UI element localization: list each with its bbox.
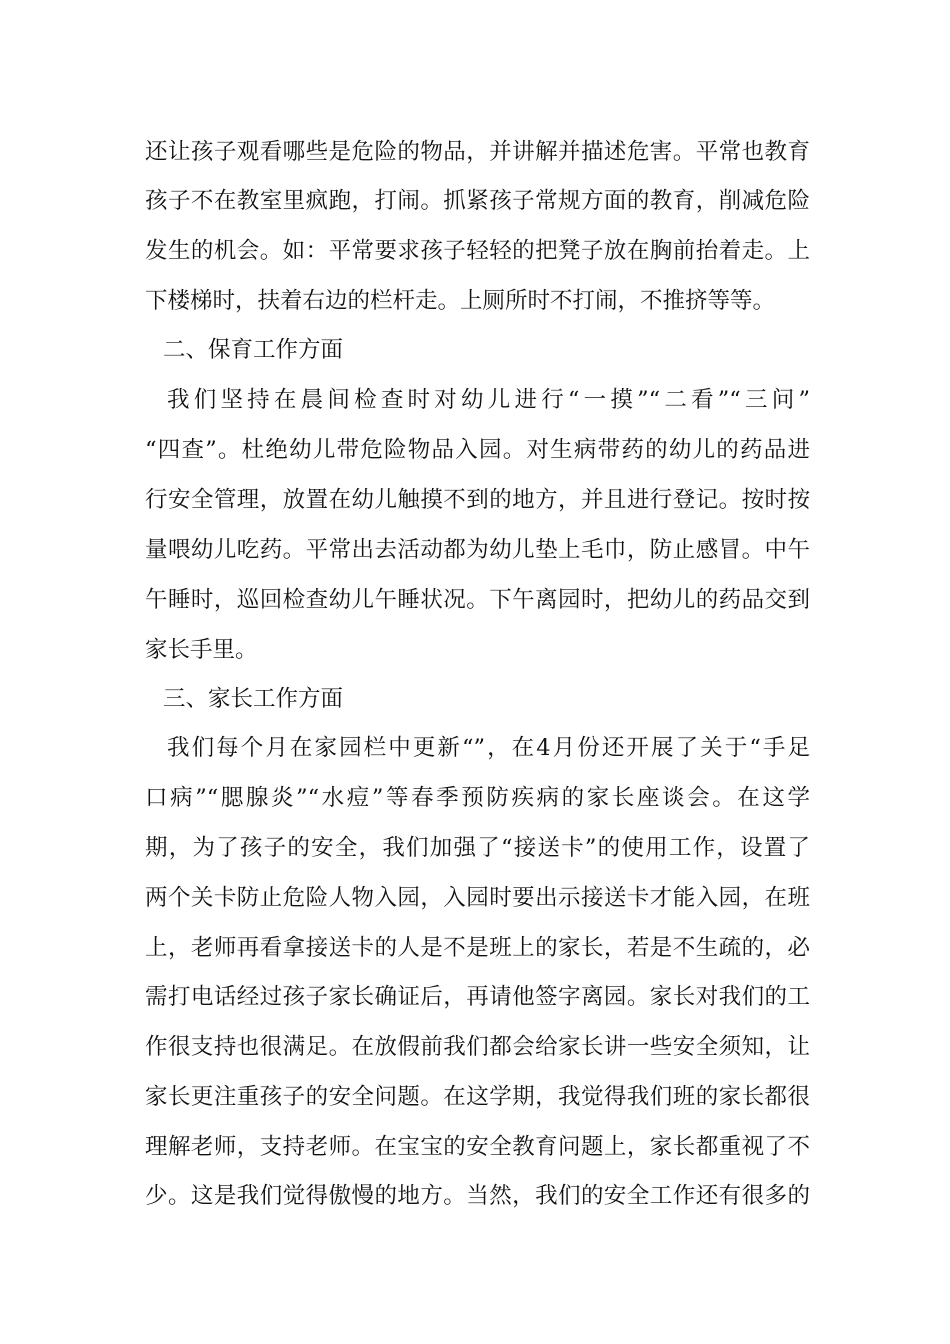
paragraph-line: 我们坚持在晨间检查时对幼儿进行“一摸”“二看”“三问” <box>167 387 810 413</box>
paragraph-line: 孩子不在教室里疯跑，打闹。抓紧孩子常规方面的教育，削减危险 <box>145 188 810 214</box>
paragraph-line: 需打电话经过孩子家长确证后，再请他签字离园。家长对我们的工 <box>145 984 810 1010</box>
paragraph-line: 行安全管理，放置在幼儿触摸不到的地方，并且进行登记。按时按 <box>145 487 810 513</box>
paragraph-line: “四查”。杜绝幼儿带危险物品入园。对生病带药的幼儿的药品进 <box>145 437 810 463</box>
paragraph-line: 两个关卡防止危险人物入园，入园时要出示接送卡才能入园，在班 <box>145 885 810 911</box>
section-heading: 三、家长工作方面 <box>163 686 344 712</box>
paragraph-line: 午睡时，巡回检查幼儿午睡状况。下午离园时，把幼儿的药品交到 <box>145 587 810 613</box>
paragraph-line: 家长更注重孩子的安全问题。在这学期，我觉得我们班的家长都很 <box>145 1084 810 1110</box>
section-heading: 二、保育工作方面 <box>163 337 344 363</box>
paragraph-line: 我们每个月在家园栏中更新“”，在4月份还开展了关于“手足 <box>167 735 810 761</box>
paragraph-line: 理解老师，支持老师。在宝宝的安全教育问题上，家长都重视了不 <box>145 1134 810 1160</box>
paragraph-line: 家长手里。 <box>145 637 258 663</box>
paragraph-line: 还让孩子观看哪些是危险的物品，并讲解并描述危害。平常也教育 <box>145 139 810 165</box>
paragraph-line: 发生的机会。如：平常要求孩子轻轻的把凳子放在胸前抬着走。上 <box>145 238 810 264</box>
paragraph-line: 期，为了孩子的安全，我们加强了“接送卡”的使用工作，设置了 <box>145 835 810 861</box>
paragraph-line: 作很支持也很满足。在放假前我们都会给家长讲一些安全须知，让 <box>145 1034 810 1060</box>
paragraph-line: 少。这是我们觉得傲慢的地方。当然，我们的安全工作还有很多的 <box>145 1183 810 1209</box>
paragraph-line: 量喂幼儿吃药。平常出去活动都为幼儿垫上毛巾，防止感冒。中午 <box>145 537 810 563</box>
paragraph-line: 上，老师再看拿接送卡的人是不是班上的家长，若是不生疏的，必 <box>145 935 810 961</box>
paragraph-line: 下楼梯时，扶着右边的栏杆走。上厕所时不打闹，不推挤等等。 <box>145 288 776 314</box>
paragraph-line: 口病”“腮腺炎”“水痘”等春季预防疾病的家长座谈会。在这学 <box>145 785 810 811</box>
